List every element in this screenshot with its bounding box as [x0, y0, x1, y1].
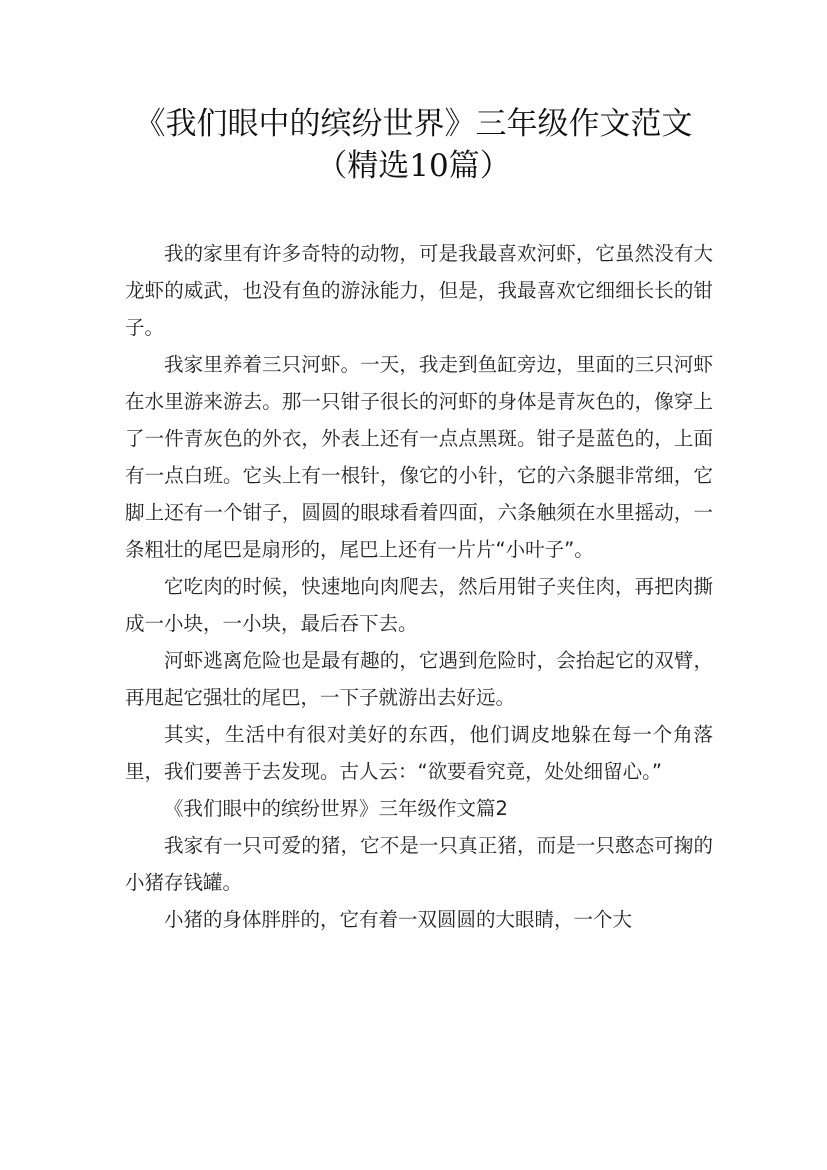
document-title-line1: 《我们眼中的缤纷世界》三年级作文范文	[134, 106, 693, 142]
paragraph-3: 它吃肉的时候，快速地向肉爬去，然后用钳子夹住肉，再把肉撕成一小块，一小块，最后吞下去。	[125, 575, 713, 635]
section-heading-2: 《我们眼中的缤纷世界》三年级作文篇2	[164, 797, 508, 820]
paragraph-2: 我家里养着三只河虾。一天，我走到鱼缸旁边，里面的三只河虾在水里游来游去。那一只钳子很长的河虾的身体是青灰色的，像穿上了一件青灰色的外衣，外表上还有一点点黑斑。钳子是蓝色的，上面有一点白班。它头上有一根针，像它的小针，它的六条腿非常细，它脚上还有一个钳子，圆圆的眼球看着四面，六条触须在水里摇动，一条粗壮的尾巴是扇形的，尾巴上还有一片片“小叶子”。	[125, 353, 713, 561]
document-title-line2: （精选10篇）	[316, 148, 511, 184]
paragraph-5: 其实，生活中有很对美好的东西，他们调皮地躲在每一个角落里，我们要善于去发现。古人云：“欲要看究竟，处处细留心。”	[125, 723, 713, 783]
paragraph-4: 河虾逃离危险也是最有趣的，它遇到危险时，会抬起它的双臂，再甩起它强壮的尾巴，一下子就游出去好远。	[125, 649, 713, 709]
document-body	[125, 235, 713, 938]
paragraph-7: 小猪的身体胖胖的，它有着一双圆圆的大眼睛，一个大	[164, 908, 633, 931]
paragraph-1: 我的家里有许多奇特的动物，可是我最喜欢河虾，它虽然没有大龙虾的威武，也没有鱼的游泳能力，但是，我最喜欢它细细长长的钳子。	[125, 242, 713, 339]
paragraph-6: 我家有一只可爱的猪，它不是一只真正猪，而是一只憨态可掬的小猪存钱罐。	[125, 834, 713, 894]
